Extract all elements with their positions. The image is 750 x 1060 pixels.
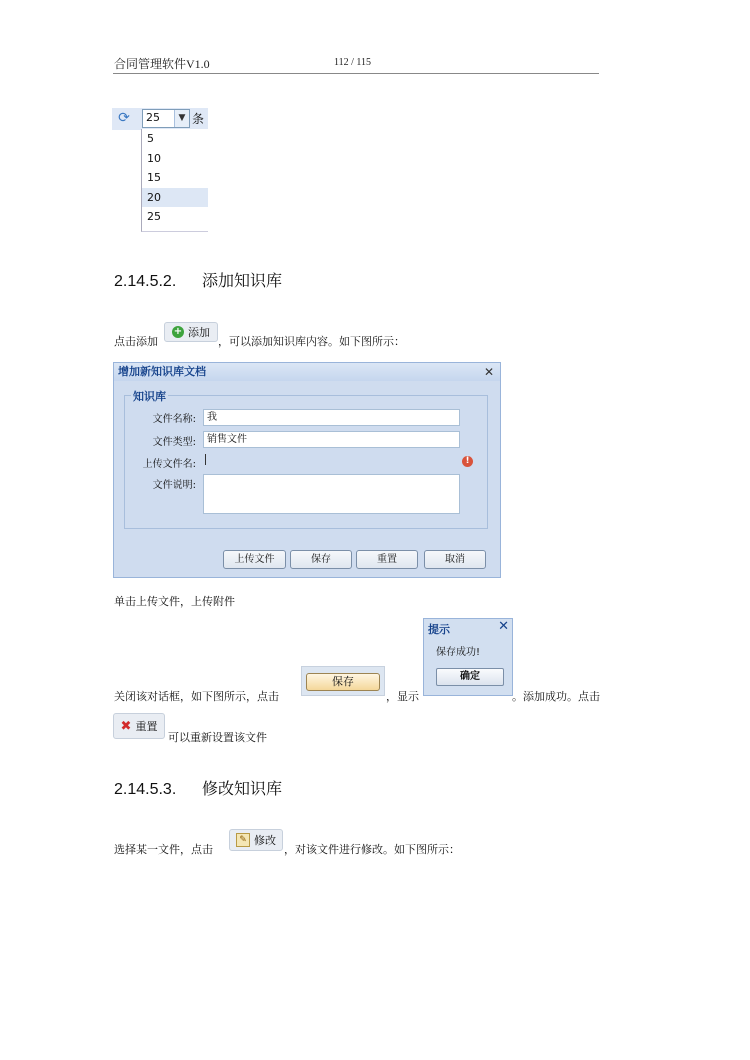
cancel-button[interactable]: 取消 (424, 550, 486, 569)
file-name-field[interactable]: 我 (203, 409, 460, 426)
header-divider (113, 73, 599, 74)
page-number: 112 / 115 (334, 57, 372, 68)
close-icon[interactable]: ✕ (498, 619, 509, 634)
save-button-image (301, 666, 385, 696)
edit-button-label: 修改 (254, 834, 276, 847)
section-heading (114, 268, 282, 291)
upload-field-cursor[interactable] (205, 454, 206, 465)
description-label: 文件说明: (152, 480, 196, 491)
upload-file-button[interactable]: 上传文件 (223, 550, 286, 569)
dropdown-option[interactable]: 25 (147, 210, 161, 224)
chevron-down-icon[interactable]: ▼ (174, 110, 189, 127)
dialog-title: 增加新知识库文档 (118, 365, 206, 378)
save-button[interactable]: 保存 (290, 550, 352, 569)
save-button-label: 保存 (306, 673, 380, 691)
save-instruction-post: 。添加成功。点击 (512, 690, 600, 703)
edit-icon: ✎ (236, 833, 250, 847)
section-heading (114, 776, 282, 799)
add-document-dialog (113, 362, 501, 578)
close-icon[interactable]: ✕ (483, 365, 494, 379)
page-size-value: 25 (146, 111, 160, 124)
section-number: 2.14.5.3. (114, 781, 177, 798)
file-type-label: 文件类型: (152, 437, 196, 448)
alert-title: 提示 (428, 623, 450, 636)
section-number: 2.14.5.2. (114, 273, 177, 290)
dropdown-option[interactable]: 15 (147, 171, 161, 185)
reset-button-label: 重置 (135, 720, 158, 733)
dropdown-option-highlighted[interactable]: 20 (142, 188, 208, 208)
page-size-combo[interactable] (142, 109, 190, 128)
page-size-unit: 条 (192, 112, 205, 126)
add-instruction-pre: 点击添加 (114, 335, 158, 348)
add-instruction-post: ，可以添加知识库内容。如下图所示： (218, 335, 405, 348)
save-instruction-pre: 关闭该对话框，如下图所示，点击 (114, 690, 279, 703)
save-instruction-mid: ，显示 (386, 690, 419, 703)
dropdown-option[interactable]: 10 (147, 151, 161, 165)
plus-icon: + (173, 326, 183, 337)
add-button-label: 添加 (188, 326, 210, 339)
page-size-dropdown (141, 129, 208, 232)
description-field[interactable] (203, 474, 460, 514)
edit-instruction-post: ，对该文件进行修改。如下图所示： (284, 843, 460, 856)
upload-instruction: 单击上传文件，上传附件 (114, 595, 235, 608)
upload-file-label: 上传文件名: (142, 459, 196, 470)
add-button-image (164, 322, 218, 342)
reset-button[interactable]: 重置 (356, 550, 418, 569)
section-title: 修改知识库 (202, 781, 283, 798)
reset-instruction: 可以重新设置该文件 (168, 731, 267, 744)
refresh-icon[interactable]: ⟳ (118, 110, 130, 126)
error-icon: ! (462, 456, 473, 467)
edit-instruction-pre: 选择某一文件，点击 (114, 843, 213, 856)
alert-message: 保存成功! (436, 647, 481, 658)
section-title: 添加知识库 (202, 273, 283, 290)
dropdown-option[interactable]: 5 (147, 132, 154, 145)
reset-button-image (113, 713, 165, 739)
cross-icon: ✖ (120, 718, 132, 734)
edit-button-image (229, 829, 283, 851)
file-name-label: 文件名称: (152, 414, 196, 425)
file-type-field[interactable]: 销售文件 (203, 431, 460, 448)
fieldset-legend: 知识库 (133, 390, 166, 403)
save-success-alert (423, 618, 513, 696)
header-title: 合同管理软件V1.0 (114, 57, 210, 71)
ok-button[interactable]: 确定 (436, 668, 504, 686)
dialog-titlebar (114, 363, 500, 381)
